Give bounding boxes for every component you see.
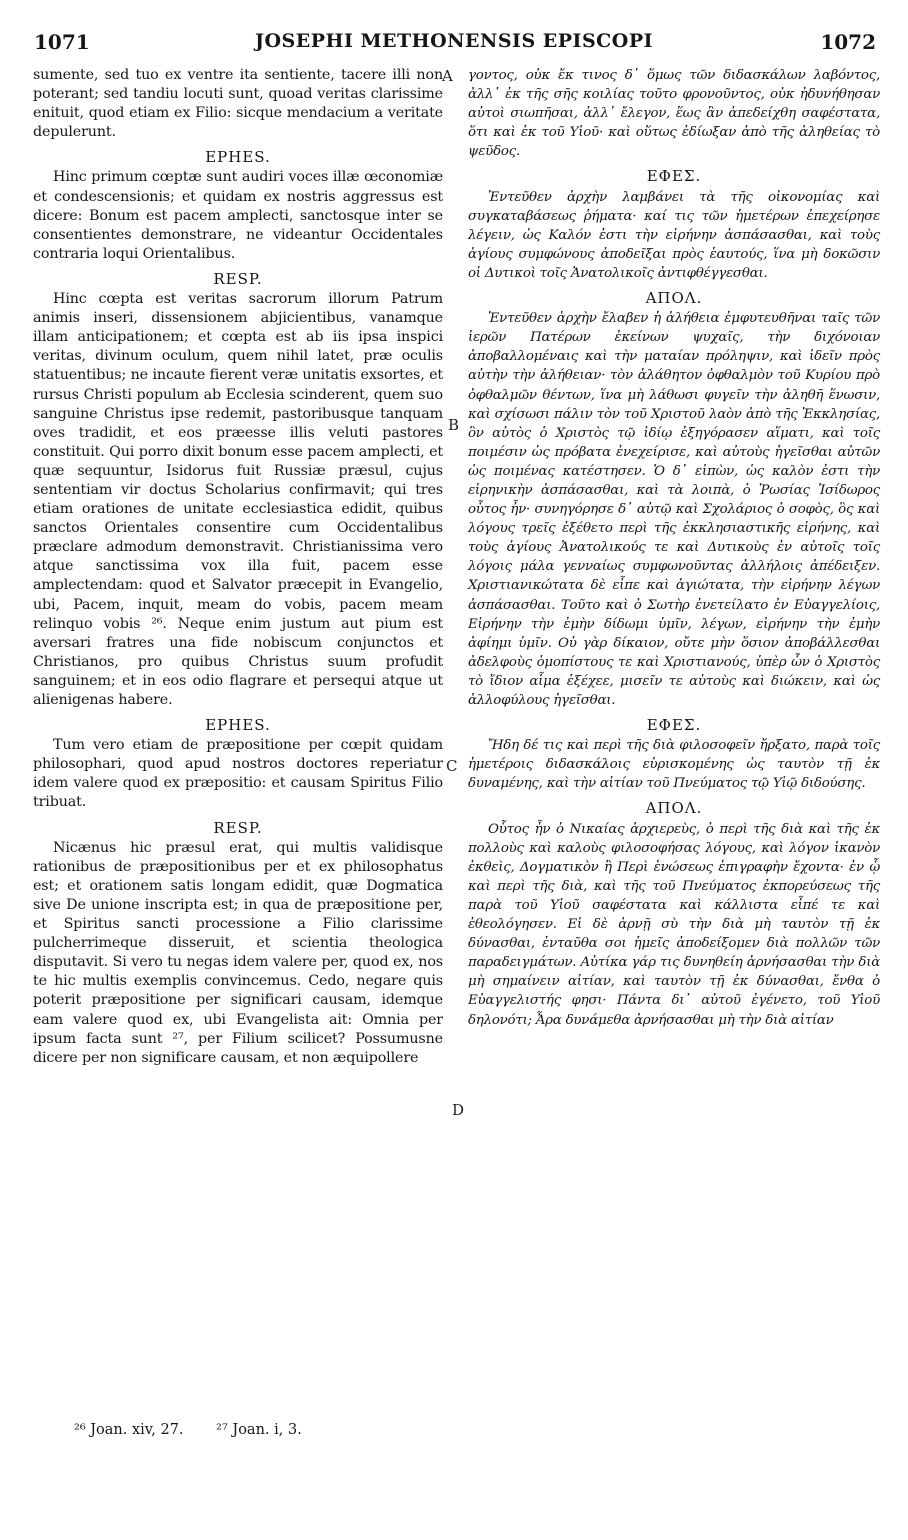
latin-paragraph: sumente, sed tuo ex ventre ita sentiente, tacere illi non poterant; sed tandiu locuti sunt, quoad veritas clarissime enituit, quod etiam ex Filio: sicque mendacium a veritate depulerunt.	[33, 67, 443, 141]
running-header	[30, 30, 878, 60]
section-heading: ΕΦΕΣ.	[646, 716, 702, 735]
latin-paragraph: Tum vero etiam de præpositione per cœpit quidam philosophari, quod apud nostros doctores reperiatur idem valere quod ex præpositio: et causam Spiritus Filio tribuat.	[33, 737, 443, 811]
section-heading: EPHES.	[205, 148, 271, 167]
greek-paragraph: Ἐντεῦθεν ἀρχὴν ἔλαβεν ἡ ἀλήθεια ἐμφυτευθῆναι ταῖς τῶν ἱερῶν Πατέρων ἐκείνων ψυχαῖς, τὴν διχόνοιαν ἀποβαλλομέναις καὶ τὴν ματαίαν πρόληψιν, καὶ ἰδεῖν πρὸς αὐτὴν τὴν ἀλήθειαν· τὸν ἀλάθητον ὀφθαλμὸν τοῦ Κυρίου πρὸ ὀφθαλμῶν θέντων, ἵνα μὴ λάθωσι φυγεῖν τὴν ἀληθῆ ἕνωσιν, καὶ σχίσωσι πάλιν τὸν τοῦ Χριστοῦ λαὸν ἀπὸ τῆς Ἐκκλησίας, ὃν αὐτὸς ὁ Χριστὸς τῷ ἰδίῳ ἐξηγόρασεν αἵματι, καὶ τοῖς ποιμέσιν ὡς πρόβατα ἐνεχείρισε, καὶ αὐτοὺς ἡγεῖσθαι αὐτῶν ὡς ποιμένας κατέστησεν. Ὁ δ᾽ εἰπὼν, ὡς καλὸν ἐστι τὴν εἰρηνικὴν ἀσπάσασθαι, καὶ τὰ λοιπὰ, ὁ Ῥωσίας Ἰσίδωρος οὗτος ἦν· συνηγόρησε δ᾽ αὐτῷ καὶ Σχολάριος ὁ σοφὸς, ὃς καὶ λόγους τρεῖς ἐξέθετο περὶ τῆς ἐκκλησιαστικῆς εἰρήνης, καὶ τοὺς ἁγίους Ἀνατολικούς τε καὶ Δυτικοὺς ἐν αὐτοῖς τοῖς λόγοις μάλα γενναίως συμφωνοῦντας ἀλλήλοις ἀπέδειξεν. Χριστιανικώτατα δὲ εἶπε καὶ ἁγιώτατα, τὴν εἰρήνην λέγων ἀσπάσασθαι. Τοῦτο καὶ ὁ Σωτὴρ ἐνετείλατο ἐν Εὐαγγελίοις, Εἰρήνην τὴν ἐμὴν δίδωμι ὑμῖν, λέγων, εἰρήνην τὴν ἐμὴν ἀφίημι ὑμῖν. Οὐ γὰρ δίκαιον, οὔτε μὴν ὅσιον ἀποβάλλεσθαι ἀδελφοὺς ὁμοπίστους τε καὶ Χριστιανούς, ὑπὲρ ὧν ὁ Χριστὸς τὸ ἴδιον αἷμα ἐξέχεε, μισεῖν τε αὐτοὺς καὶ διώκειν, καὶ ὡς ἀλλοφύλους ἡγεῖσθαι.	[468, 311, 880, 708]
latin-column	[33, 66, 443, 1074]
margin-marker-c: C	[446, 757, 458, 775]
greek-column	[468, 66, 880, 1036]
section-heading: ΑΠΟΛ.	[645, 799, 703, 818]
footnote-27: ²⁷ Joan. i, 3.	[216, 1422, 302, 1438]
greek-paragraph: Ἤδη δέ τις καὶ περὶ τῆς διὰ φιλοσοφεῖν ἤρξατο, παρὰ τοῖς ἡμετέροις διδασκάλοις εὑρισκομένης ὡς ταυτὸν τῇ ἐκ δυναμένης, καὶ τὴν αἰτίαν τοῦ Πνεύματος τῷ Υἱῷ διδούσης.	[468, 738, 880, 792]
footnotes	[74, 1422, 330, 1438]
page-number-right: 1072	[820, 30, 876, 54]
section-heading: RESP.	[213, 818, 263, 837]
latin-paragraph: Nicænus hic præsul erat, qui multis validisque rationibus de præpositionibus per et ex philosophatus est; et orationem satis longam edidit, quæ Dogmatica sive De unione inscripta est; in qua de præpositione per, et Spiritus sancti processione a Filio clarissime pulcherrimeque disseruit, et scientia theologica disputavit. Si vero tu negas idem valere per, quod ex, nos te hic multis exemplis convincemus. Cedo, negare quis poterit præpositione per significari causam, idemque eam valere quod ex, ubi Evangelista ait: Omnia per ipsum facta sunt ²⁷, per Filium scilicet? Possumusne dicere per non significare causam, et non æquipollere	[33, 839, 443, 1066]
section-heading: EPHES.	[205, 716, 271, 735]
section-heading: ΕΦΕΣ.	[646, 167, 702, 186]
margin-marker-b: B	[448, 416, 460, 434]
margin-marker-d: D	[452, 1101, 465, 1119]
latin-paragraph: Hinc primum cœptæ sunt audiri voces illæ œconomiæ et condescensionis; et quidam ex nostris aggressus est dicere: Bonum est pacem amplecti, sanctosque inter se consentientes demonstrare, ne videantur Occidentales contraria loqui Orientalibus.	[33, 169, 443, 262]
margin-marker-a: A	[442, 67, 453, 85]
greek-paragraph: Οὗτος ἦν ὁ Νικαίας ἀρχιερεὺς, ὁ περὶ τῆς διὰ καὶ τῆς ἐκ πολλοὺς καὶ καλοὺς φιλοσοφήσας λόγους, καὶ λόγον ἱκανὸν ἐκθεὶς, Δογματικὸν ἢ Περὶ ἑνώσεως ἐπιγραφὴν ἔχοντα· ἐν ᾧ καὶ περὶ τῆς διὰ, καὶ τῆς τοῦ Πνεύματος ἐκπορεύσεως τῆς παρὰ τοῦ Υἱοῦ σαφέστατα καὶ κάλλιστα εἶπέ τε καὶ ἐθεολόγησεν. Εἰ δὲ ἀρνῇ σὺ τὴν διὰ μὴ ταυτὸν τῇ ἐκ δύνασθαι, ἐνταῦθα σοι ἡμεῖς ἀποδείξομεν διὰ πολλῶν τῶν παραδειγμάτων. Αὐτίκα γάρ τις δυνηθείη ἀρνήσασθαι τὴν διὰ μὴ σημαίνειν αἰτίαν, καὶ ταυτὸν τῇ ἐκ δύνασθαι, ἔνθα ὁ Εὐαγγελιστής φησι· Πάντα δι᾽ αὐτοῦ ἐγένετο, τοῦ Υἱοῦ δηλονότι; Ἆρα δυνάμεθα ἀρνήσασθαι μὴ τὴν διὰ αἰτίαν	[468, 821, 880, 1028]
latin-paragraph: Hinc cœpta est veritas sacrorum illorum Patrum animis inseri, dissensionem abjicientibus, vanamque illam anticipationem; et cœpta est ab iis ipsa inspici veritas, divinum oculum, quem nihil latet, præ oculis statuentibus; ne incaute fierent veræ unitatis exsortes, et rursus Christi populum ab Ecclesia scinderent, quem suo sanguine Christus ipse redemit, pastoribusque tanquam oves tradidit, et eos præesse illis veluti pastores constituit. Qui porro dixit bonum esse pacem amplecti, et quæ sequuntur, Isidorus fuit Russiæ præsul, cujus sententiam vir doctus Scholarius confirmavit; qui tres etiam orationes de unitate ecclesiastica edidit, quibus sanctos Orientales consentire cum Occidentalibus præclare admodum demonstravit. Christianissima vero atque sanctissima vox illa fuit, pacem esse amplectendam: quod et Salvator præcepit in Evangelio, ubi, Pacem, inquit, meam do vobis, pacem meam relinquo vobis ²⁶. Neque enim justum aut pium est aversari fratres una fide nobiscum conjunctos et Christianos, pro quibus Christus suum profudit sanguinem; et in eos odio flagrare et persequi atque ut alienigenas habere.	[33, 291, 443, 708]
running-title: JOSEPHI METHONENSIS EPISCOPI	[254, 30, 654, 52]
greek-paragraph: γοντος, οὐκ ἔκ τινος δ᾽ ὅμως τῶν διδασκάλων λαβόντος, ἀλλ᾽ ἐκ τῆς σῆς κοιλίας τοῦτο φρονοῦντος, οὐκ ἠδυνήθησαν αὐτοὶ σιωπῆσαι, ἀλλ᾽ ἔλεγον, ἕως ἂν ἀπεδείχθη σαφέστατα, ὅτι καὶ ἐκ τοῦ Υἱοῦ· καὶ οὕτως ἐδίωξαν ἀπὸ τῆς ἀληθείας τὸ ψεῦδος.	[468, 68, 880, 160]
footnote-26: ²⁶ Joan. xiv, 27.	[74, 1422, 184, 1438]
page-number-left: 1071	[34, 30, 90, 54]
greek-paragraph: Ἐντεῦθεν ἀρχὴν λαμβάνει τὰ τῆς οἰκονομίας καὶ συγκαταβάσεως ῥήματα· καί τις τῶν ἡμετέρων ἐπεχείρησε λέγειν, ὡς Καλόν ἐστι τὴν εἰρήνην ἀσπάσασθαι, καὶ τοὺς ἁγίους συμφώνους ἀποδεῖξαι πρὸς ἑαυτούς, ἵνα μὴ δοκῶσιν οἱ Δυτικοὶ τοῖς Ἀνατολικοῖς ἀντιφθέγγεσθαι.	[468, 189, 880, 281]
section-heading: RESP.	[213, 269, 263, 288]
section-heading: ΑΠΟΛ.	[645, 289, 703, 308]
